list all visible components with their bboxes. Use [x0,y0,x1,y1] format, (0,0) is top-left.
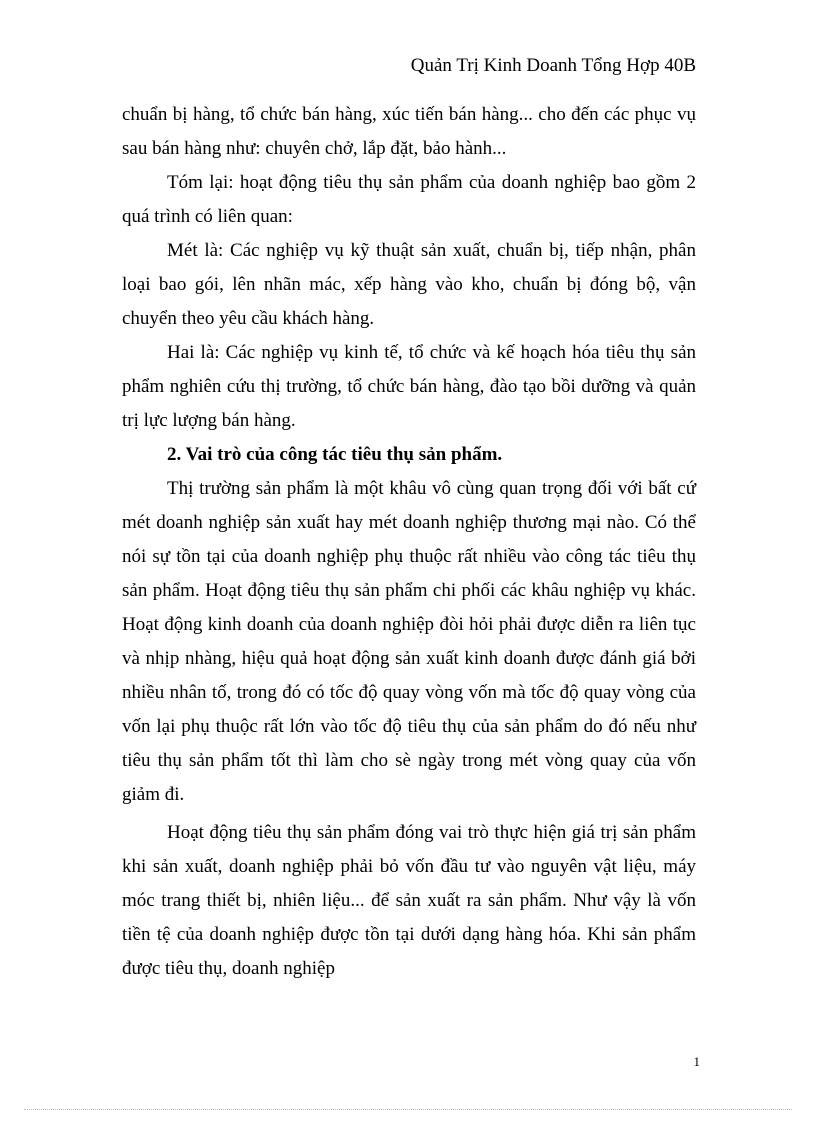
paragraph-6: Hoạt động tiêu thụ sản phẩm đóng vai trò thực hiện giá trị sản phẩm khi sản xuất, doanh nghiệp phải bỏ vốn đầu tư vào nguyên vật liệu, máy móc trang thiết bị, nhiên liệu... để sản xuất ra sản phẩm. Như vậy là vốn tiền tệ của doanh nghiệp được tồn tại dưới dạng hàng hóa. Khi sản phẩm được tiêu thụ, doanh nghiệp [122,822,696,979]
paragraph-4: Hai là: Các nghiệp vụ kinh tế, tổ chức và kế hoạch hóa tiêu thụ sản phẩm nghiên cứu thị trường, tổ chức bán hàng, đào tạo bồi dưỡng và quản trị lực lượng bán hàng. [122,342,696,431]
paragraph-3: Mét là: Các nghiệp vụ kỹ thuật sản xuất, chuẩn bị, tiếp nhận, phân loại bao gói, lên nhãn mác, xếp hàng vào kho, chuẩn bị đóng bộ, vận chuyển theo yêu cầu khách hàng. [122,240,696,329]
page-number: 1 [693,1054,700,1069]
paragraph-5: Thị trường sản phẩm là một khâu vô cùng quan trọng đối với bất cứ mét doanh nghiệp sản xuất hay mét doanh nghiệp thương mại nào. Có thể nói sự tồn tại của doanh nghiệp phụ thuộc rất nhiều vào công tác tiêu thụ sản phẩm. Hoạt động tiêu thụ sản phẩm chi phối các khâu nghiệp vụ khác. Hoạt động kinh doanh của doanh nghiệp đòi hỏi phải được diễn ra liên tục và nhịp nhàng, hiệu quả hoạt động sản xuất kinh doanh được đánh giá bởi nhiều nhân tố, trong đó có tốc độ quay vòng vốn mà tốc độ quay vòng của vốn lại phụ thuộc rất lớn vào tốc độ tiêu thụ của sản phẩm do đó nếu như tiêu thụ sản phẩm tốt thì làm cho sè ngày trong mét vòng quay của vốn giảm đi. [122,478,696,805]
paragraph-1: chuẩn bị hàng, tổ chức bán hàng, xúc tiến bán hàng... cho đến các phục vụ sau bán hàng như: chuyên chở, lắp đặt, bảo hành... [122,104,696,159]
page-header: Quản Trị Kinh Doanh Tổng Hợp 40B [410,55,696,76]
document-body [122,98,696,986]
paragraph-2: Tóm lại: hoạt động tiêu thụ sản phẩm của doanh nghiệp bao gồm 2 quá trình có liên quan: [122,172,696,227]
page-bottom-divider [24,1109,792,1110]
section-heading: 2. Vai trò của công tác tiêu thụ sản phẩm. [167,444,503,465]
